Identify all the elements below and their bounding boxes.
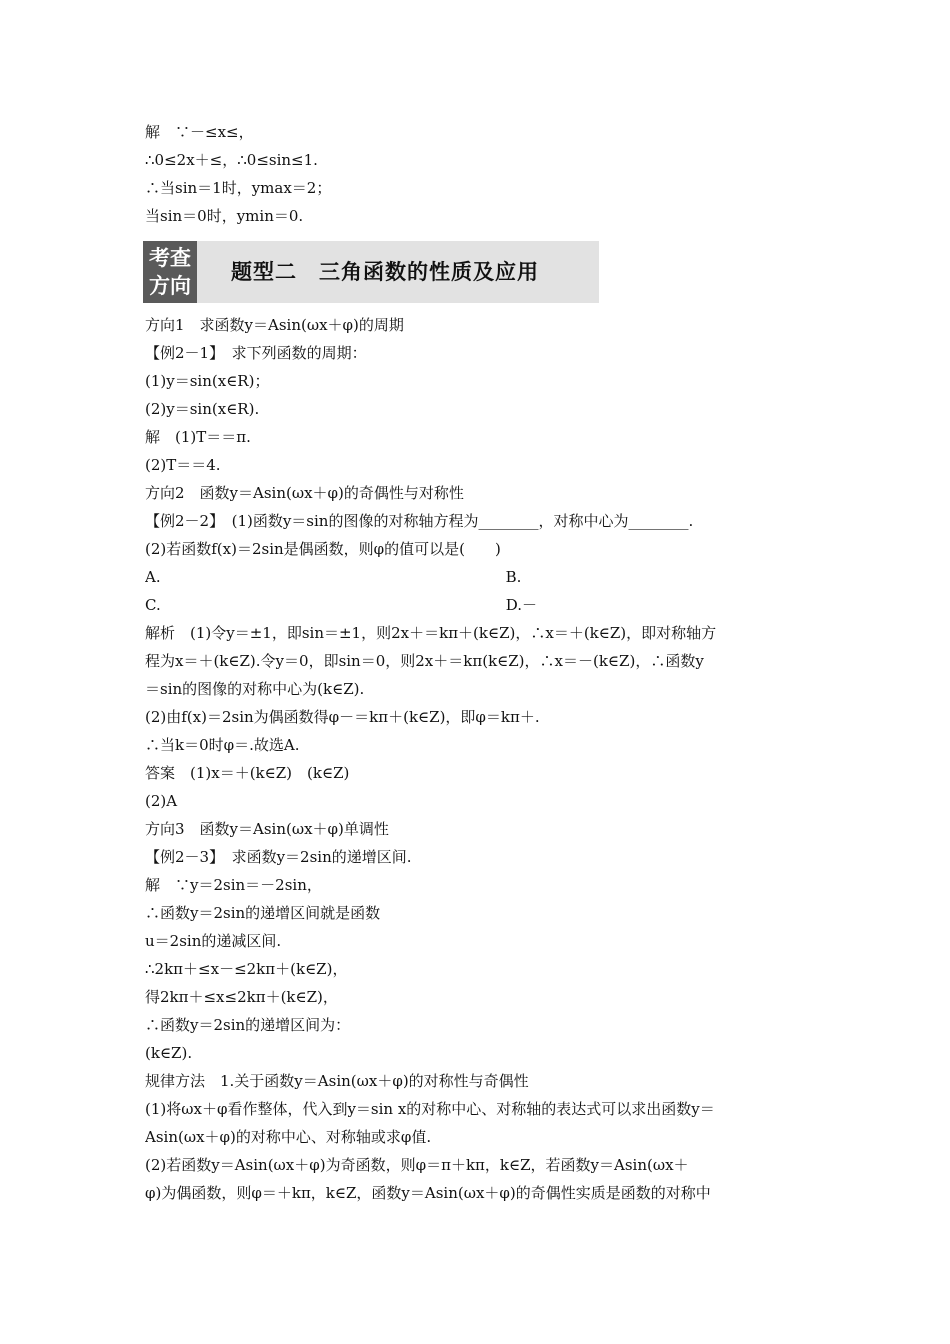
example-2-3-solution-7: (k∈Z). xyxy=(145,1044,193,1062)
example-2-3-solution-1: 解 ∵y＝2sin＝－2sin， xyxy=(145,876,322,894)
section-title: 题型二 三角函数的性质及应用 xyxy=(231,260,539,284)
analysis-line-2: 程为x＝＋(k∈Z).令y＝0，即sin＝0，则2x＋＝kπ(k∈Z)，∴x＝－(k∈Z)，∴函数y xyxy=(145,652,704,670)
direction-1-heading: 方向1 求函数y＝Asin(ωx＋φ)的周期 xyxy=(145,316,404,334)
method-line-1: (1)将ωx＋φ看作整体，代入到y＝sin x的对称中心、对称轴的表达式可以求出函数y＝ xyxy=(145,1100,715,1118)
example-2-3-solution-2: ∴函数y＝2sin的递增区间就是函数 xyxy=(145,904,381,922)
solution-line-2: ∴0≤2x＋≤，∴0≤sin≤1. xyxy=(145,151,318,169)
solution-line-1: 解 ∵－≤x≤， xyxy=(145,123,254,141)
direction-2-heading: 方向2 函数y＝Asin(ωx＋φ)的奇偶性与对称性 xyxy=(145,484,464,502)
direction-3-heading: 方向3 函数y＝Asin(ωx＋φ)单调性 xyxy=(145,820,389,838)
solution-line-3: ∴当sin＝1时，ymax＝2； xyxy=(145,179,332,197)
example-2-1-solution-2: (2)T＝＝4. xyxy=(145,456,221,474)
example-2-1-part-2: (2)y＝sin(x∈R). xyxy=(145,400,260,418)
section-badge xyxy=(143,241,197,303)
badge-text-top: 考查 xyxy=(149,246,191,270)
example-2-3-solution-4: ∴2kπ＋≤x－≤2kπ＋(k∈Z)， xyxy=(145,960,348,978)
answer-line-1: 答案 (1)x＝＋(k∈Z) (k∈Z) xyxy=(145,764,350,782)
badge-text-bottom: 方向 xyxy=(149,274,191,298)
analysis-line-1: 解析 (1)令y＝±1，即sin＝±1，则2x＋＝kπ＋(k∈Z)，∴x＝＋(k∈Z)，即对称轴方 xyxy=(145,624,717,642)
analysis-line-5: ∴当k＝0时φ＝.故选A. xyxy=(145,736,300,754)
method-line-3: (2)若函数y＝Asin(ωx＋φ)为奇函数，则φ＝π＋kπ，k∈Z，若函数y＝Asin(ωx＋ xyxy=(145,1156,689,1174)
example-2-3-solution-6: ∴函数y＝2sin的递增区间为： xyxy=(145,1016,351,1034)
answer-line-2: (2)A xyxy=(145,792,178,810)
example-2-3-solution-3: u＝2sin的递减区间. xyxy=(145,932,282,950)
solution-line-4: 当sin＝0时，ymin＝0. xyxy=(145,207,304,225)
example-2-1-solution-1: 解 (1)T＝＝π. xyxy=(145,428,251,446)
method-line-4: φ)为偶函数，则φ＝＋kπ，k∈Z，函数y＝Asin(ωx＋φ)的奇偶性实质是函数的对称中 xyxy=(145,1184,711,1202)
method-heading: 规律方法 1.关于函数y＝Asin(ωx＋φ)的对称性与奇偶性 xyxy=(145,1072,529,1090)
section-banner xyxy=(143,241,599,303)
example-2-1-title: 【例2－1】 求下列函数的周期： xyxy=(145,344,367,362)
example-2-2-part-2: (2)若函数f(x)＝2sin是偶函数，则φ的值可以是( ) xyxy=(145,540,501,558)
example-2-3-title: 【例2－3】 求函数y＝2sin的递增区间. xyxy=(145,848,412,866)
choice-a-b: A. B. xyxy=(145,568,522,586)
example-2-1-part-1: (1)y＝sin(x∈R)； xyxy=(145,372,270,390)
analysis-line-4: (2)由f(x)＝2sin为偶函数得φ－＝kπ＋(k∈Z)，即φ＝kπ＋. xyxy=(145,708,540,726)
method-line-2: Asin(ωx＋φ)的对称中心、对称轴或求φ值. xyxy=(145,1128,432,1146)
analysis-line-3: ＝sin的图像的对称中心为(k∈Z). xyxy=(145,680,365,698)
choice-c-d: C. D.－ xyxy=(145,596,537,614)
example-2-3-solution-5: 得2kπ＋≤x≤2kπ＋(k∈Z)， xyxy=(145,988,338,1006)
example-2-2-title: 【例2－2】 (1)函数y＝sin的图像的对称轴方程为________，对称中心为________. xyxy=(145,512,694,530)
